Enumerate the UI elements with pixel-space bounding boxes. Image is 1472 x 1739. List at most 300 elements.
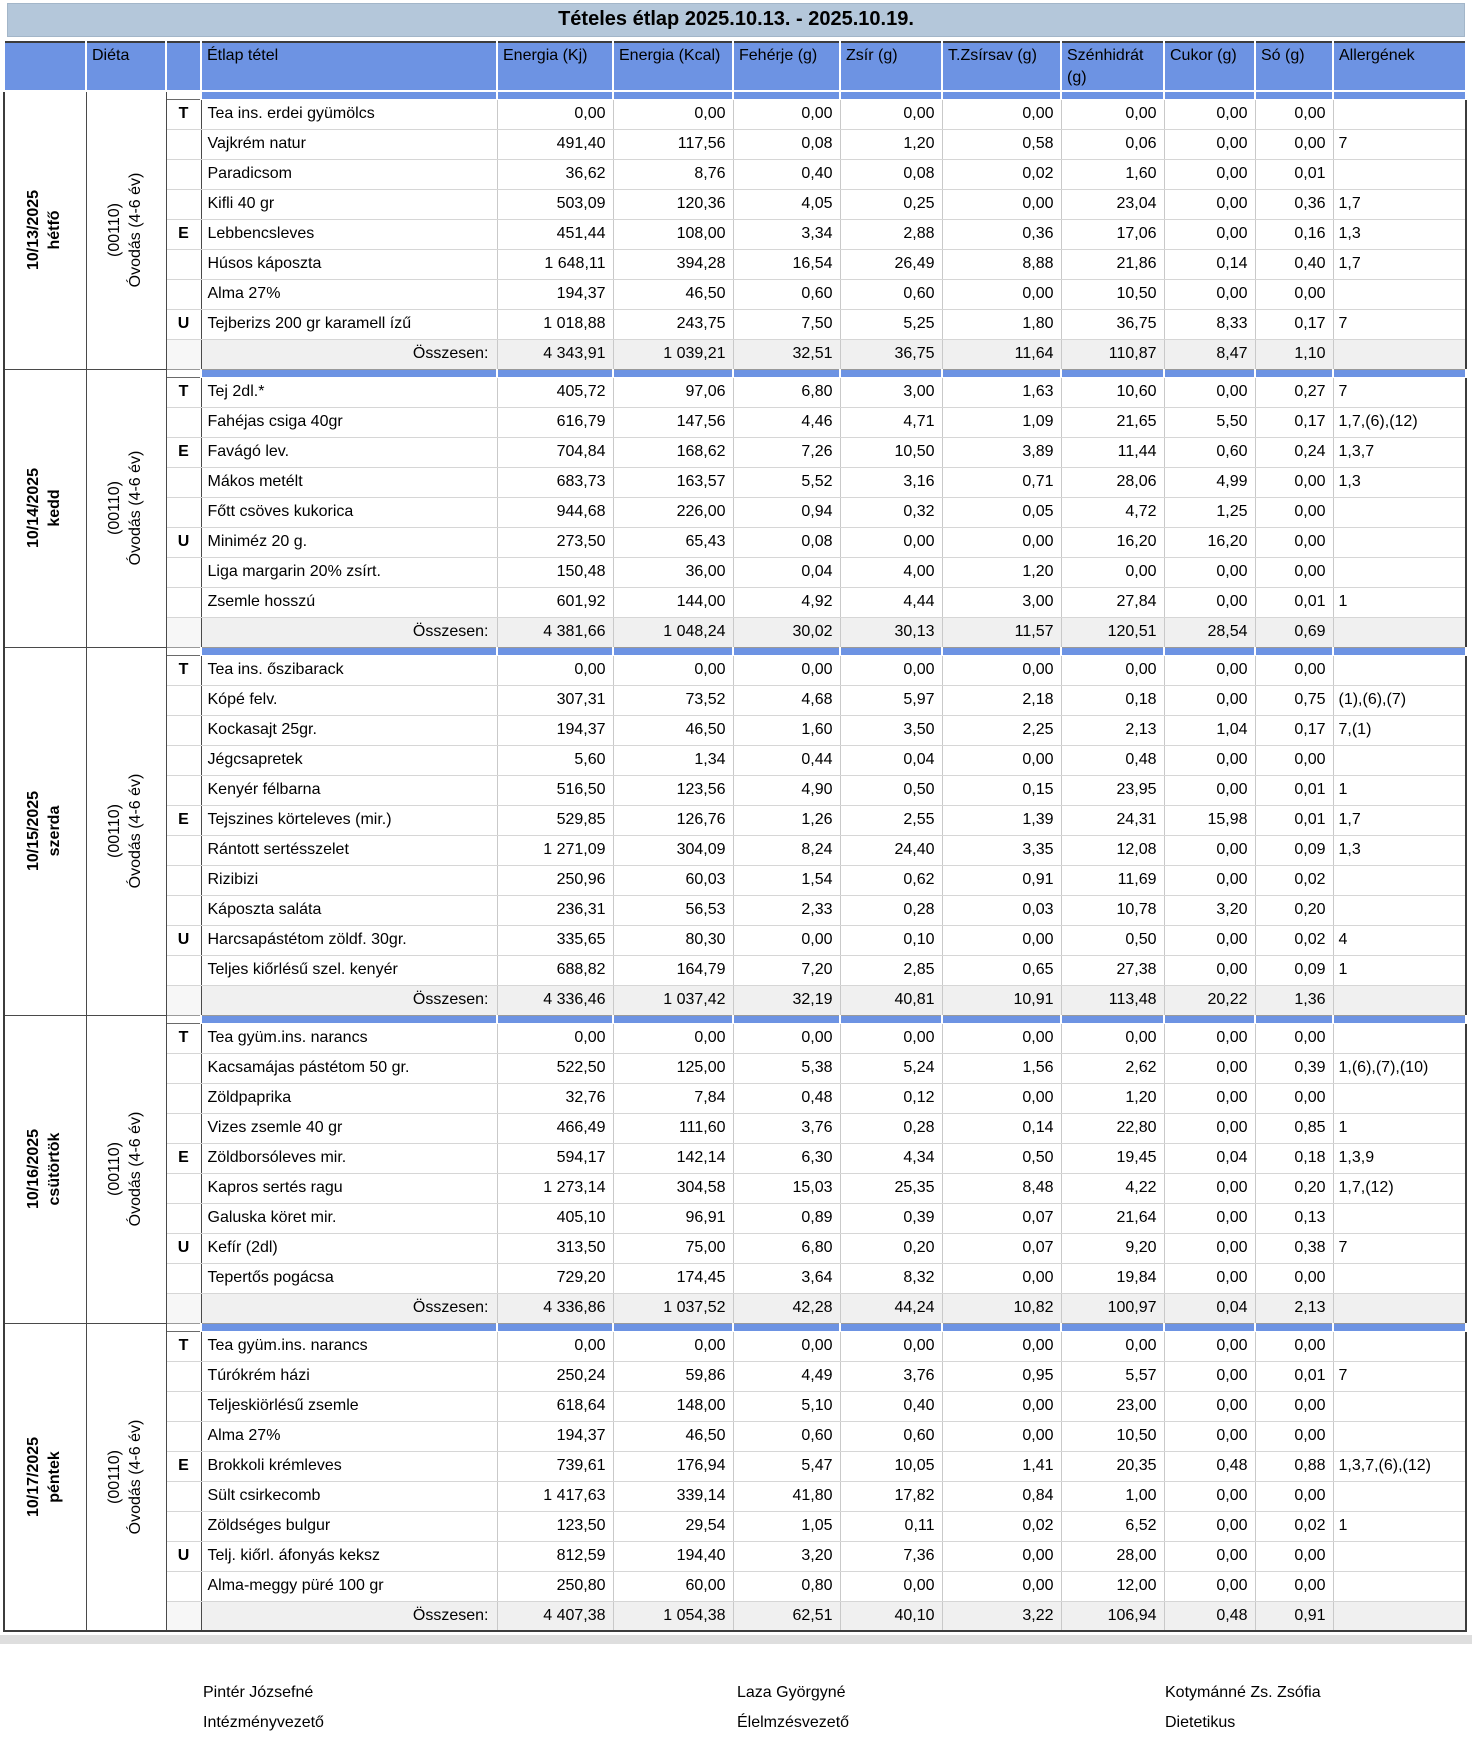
meal-letter: E xyxy=(166,1451,201,1481)
nutrient-value: 0,13 xyxy=(1255,1203,1333,1233)
allergen-codes xyxy=(1333,1481,1466,1511)
nutrient-value: 5,57 xyxy=(1061,1361,1164,1391)
nutrient-value: 0,14 xyxy=(942,1113,1061,1143)
total-value: 106,94 xyxy=(1061,1601,1164,1631)
nutrient-value: 1,56 xyxy=(942,1053,1061,1083)
nutrient-value: 36,75 xyxy=(1061,309,1164,339)
band-segment xyxy=(1061,91,1164,99)
day-date: 10/14/2025 xyxy=(25,468,43,549)
menu-report-page xyxy=(0,3,1472,1732)
nutrient-value: 111,60 xyxy=(613,1113,733,1143)
nutrient-value: 601,92 xyxy=(497,587,613,617)
band-segment xyxy=(942,647,1061,655)
menu-item-name: Zöldborsóleves mir. xyxy=(201,1143,497,1173)
day-date-cell xyxy=(4,91,86,369)
nutrient-value: 0,24 xyxy=(1255,437,1333,467)
nutrient-value: 0,36 xyxy=(942,219,1061,249)
nutrient-value: 56,53 xyxy=(613,895,733,925)
nutrient-value: 0,00 xyxy=(1164,159,1255,189)
nutrient-value: 0,00 xyxy=(840,1571,942,1601)
band-segment xyxy=(613,91,733,99)
menu-item-name: Zsemle hosszú xyxy=(201,587,497,617)
nutrient-value: 0,15 xyxy=(942,775,1061,805)
diet-group: Óvodás (4-6 év) xyxy=(127,1111,144,1227)
nutrient-value: 304,09 xyxy=(613,835,733,865)
nutrient-value: 0,00 xyxy=(1164,775,1255,805)
header-date-blank xyxy=(4,42,86,91)
nutrient-value: 0,00 xyxy=(1255,467,1333,497)
nutrient-value: 21,65 xyxy=(1061,407,1164,437)
day-date: 10/17/2025 xyxy=(25,1436,43,1517)
meal-col-spacer xyxy=(166,985,201,1015)
nutrient-value: 0,48 xyxy=(1061,745,1164,775)
diet-cell xyxy=(86,1323,166,1631)
nutrient-value: 23,00 xyxy=(1061,1391,1164,1421)
nutrient-value: 0,00 xyxy=(1164,1511,1255,1541)
diet-rotated xyxy=(105,173,147,288)
nutrient-value: 0,85 xyxy=(1255,1113,1333,1143)
nutrient-value: 0,00 xyxy=(942,745,1061,775)
band-segment xyxy=(840,91,942,99)
menu-item-row xyxy=(4,1571,1466,1601)
menu-item-name: Rántott sertésszelet xyxy=(201,835,497,865)
menu-item-row xyxy=(4,249,1466,279)
total-value: 1 054,38 xyxy=(613,1601,733,1631)
menu-item-row xyxy=(4,557,1466,587)
nutrient-value: 0,00 xyxy=(613,1331,733,1361)
allergen-codes: 1,3,7,(6),(12) xyxy=(1333,1451,1466,1481)
meal-letter xyxy=(166,1173,201,1203)
day-date: 10/16/2025 xyxy=(25,1129,43,1210)
menu-item-row xyxy=(4,437,1466,467)
meal-letter: E xyxy=(166,1143,201,1173)
nutrient-value: 812,59 xyxy=(497,1541,613,1571)
menu-item-name: Főtt csöves kukorica xyxy=(201,497,497,527)
nutrient-value: 10,05 xyxy=(840,1451,942,1481)
menu-item-name: Tej 2dl.* xyxy=(201,377,497,407)
menu-item-row xyxy=(4,1023,1466,1053)
allergen-codes: 1,7 xyxy=(1333,249,1466,279)
nutrient-value: 1,09 xyxy=(942,407,1061,437)
meal-letter xyxy=(166,497,201,527)
nutrient-value: 21,64 xyxy=(1061,1203,1164,1233)
nutrient-value: 0,01 xyxy=(1255,587,1333,617)
nutrient-value: 0,36 xyxy=(1255,189,1333,219)
nutrient-value: 5,52 xyxy=(733,467,840,497)
nutrient-value: 304,58 xyxy=(613,1173,733,1203)
nutrient-value: 0,00 xyxy=(1255,129,1333,159)
nutrient-value: 0,00 xyxy=(942,1023,1061,1053)
nutrient-value: 0,60 xyxy=(840,1421,942,1451)
nutrient-value: 1,20 xyxy=(942,557,1061,587)
menu-item-row xyxy=(4,1511,1466,1541)
total-value: 32,51 xyxy=(733,339,840,369)
nutrient-value: 0,00 xyxy=(1164,189,1255,219)
nutrient-value: 0,00 xyxy=(1255,655,1333,685)
nutrient-value: 10,50 xyxy=(1061,1421,1164,1451)
nutrient-value: 0,00 xyxy=(1164,219,1255,249)
nutrient-value: 0,02 xyxy=(942,1511,1061,1541)
day-separator-band xyxy=(4,1015,1466,1023)
nutrient-value: 2,25 xyxy=(942,715,1061,745)
nutrient-value: 0,00 xyxy=(942,655,1061,685)
meal-letter xyxy=(166,865,201,895)
menu-item-name: Tejszines körteleves (mir.) xyxy=(201,805,497,835)
nutrient-value: 194,37 xyxy=(497,279,613,309)
nutrient-value: 618,64 xyxy=(497,1391,613,1421)
total-value: 4 336,86 xyxy=(497,1293,613,1323)
nutrient-value: 250,80 xyxy=(497,1571,613,1601)
diet-group: Óvodás (4-6 év) xyxy=(127,173,144,288)
nutrient-value: 0,00 xyxy=(1164,835,1255,865)
day-weekday: kedd xyxy=(46,489,64,527)
nutrient-value: 0,38 xyxy=(1255,1233,1333,1263)
nutrient-value: 0,07 xyxy=(942,1203,1061,1233)
nutrient-value: 7,50 xyxy=(733,309,840,339)
total-value: 62,51 xyxy=(733,1601,840,1631)
nutrient-value: 226,00 xyxy=(613,497,733,527)
total-value: 1 048,24 xyxy=(613,617,733,647)
nutrient-value: 236,31 xyxy=(497,895,613,925)
menu-item-name: Harcsapástétom zöldf. 30gr. xyxy=(201,925,497,955)
total-label: Összesen: xyxy=(201,1293,497,1323)
meal-letter xyxy=(166,1511,201,1541)
menu-item-name: Tepertős pogácsa xyxy=(201,1263,497,1293)
nutrient-value: 11,44 xyxy=(1061,437,1164,467)
band-segment xyxy=(1061,369,1164,377)
nutrient-value: 123,50 xyxy=(497,1511,613,1541)
meal-col-spacer xyxy=(166,1323,201,1331)
total-label: Összesen: xyxy=(201,985,497,1015)
meal-letter xyxy=(166,955,201,985)
nutrient-value: 0,48 xyxy=(733,1083,840,1113)
nutrient-value: 1 648,11 xyxy=(497,249,613,279)
band-segment xyxy=(1255,369,1333,377)
nutrient-value: 10,78 xyxy=(1061,895,1164,925)
nutrient-value: 36,00 xyxy=(613,557,733,587)
total-label: Összesen: xyxy=(201,617,497,647)
nutrient-value: 2,13 xyxy=(1061,715,1164,745)
signatory-name: Laza Györgyné xyxy=(737,1684,846,1702)
nutrient-value: 3,64 xyxy=(733,1263,840,1293)
nutrient-value: 313,50 xyxy=(497,1233,613,1263)
band-segment xyxy=(840,647,942,655)
band-segment xyxy=(1255,1015,1333,1023)
nutrient-value: 0,00 xyxy=(1164,865,1255,895)
nutrient-value: 176,94 xyxy=(613,1451,733,1481)
allergen-codes: 1,7,(6),(12) xyxy=(1333,407,1466,437)
band-segment xyxy=(1164,91,1255,99)
nutrient-value: 0,00 xyxy=(942,189,1061,219)
allergen-codes: 1 xyxy=(1333,955,1466,985)
nutrient-value: 0,00 xyxy=(840,99,942,129)
band-segment xyxy=(733,647,840,655)
nutrient-value: 729,20 xyxy=(497,1263,613,1293)
allergen-codes: (1),(6),(7) xyxy=(1333,685,1466,715)
nutrient-value: 194,40 xyxy=(613,1541,733,1571)
nutrient-value: 194,37 xyxy=(497,715,613,745)
nutrient-value: 451,44 xyxy=(497,219,613,249)
nutrient-value: 0,00 xyxy=(733,655,840,685)
total-value: 3,22 xyxy=(942,1601,1061,1631)
nutrient-value: 3,00 xyxy=(840,377,942,407)
nutrient-value: 3,20 xyxy=(733,1541,840,1571)
allergen-codes: 1 xyxy=(1333,775,1466,805)
nutrient-value: 0,00 xyxy=(1164,1203,1255,1233)
allergen-empty xyxy=(1333,1601,1466,1631)
allergen-codes xyxy=(1333,527,1466,557)
nutrient-value: 126,76 xyxy=(613,805,733,835)
diet-cell xyxy=(86,1015,166,1323)
menu-item-row xyxy=(4,1451,1466,1481)
nutrient-value: 75,00 xyxy=(613,1233,733,1263)
meal-letter xyxy=(166,279,201,309)
nutrient-value: 0,00 xyxy=(1255,1481,1333,1511)
menu-item-row xyxy=(4,925,1466,955)
menu-item-row xyxy=(4,835,1466,865)
diet-code: (00110) xyxy=(106,203,124,258)
total-value: 120,51 xyxy=(1061,617,1164,647)
day-total-row xyxy=(4,617,1466,647)
total-value: 28,54 xyxy=(1164,617,1255,647)
meal-letter xyxy=(166,1113,201,1143)
nutrient-value: 0,00 xyxy=(1255,497,1333,527)
nutrient-value: 0,01 xyxy=(1255,1361,1333,1391)
nutrient-value: 19,84 xyxy=(1061,1263,1164,1293)
meal-letter xyxy=(166,685,201,715)
nutrient-value: 0,05 xyxy=(942,497,1061,527)
day-total-row xyxy=(4,985,1466,1015)
diet-cell xyxy=(86,369,166,647)
nutrient-value: 5,97 xyxy=(840,685,942,715)
nutrient-value: 0,00 xyxy=(1255,99,1333,129)
nutrient-value: 5,10 xyxy=(733,1391,840,1421)
nutrient-value: 2,62 xyxy=(1061,1053,1164,1083)
nutrient-value: 0,39 xyxy=(1255,1053,1333,1083)
nutrient-value: 0,50 xyxy=(840,775,942,805)
nutrient-value: 0,20 xyxy=(840,1233,942,1263)
header-zsir: Zsír (g) xyxy=(840,42,942,91)
nutrient-value: 0,28 xyxy=(840,1113,942,1143)
allergen-empty xyxy=(1333,1293,1466,1323)
nutrient-value: 0,00 xyxy=(1164,1023,1255,1053)
meal-letter: T xyxy=(166,1331,201,1361)
allergen-codes: 1,7 xyxy=(1333,189,1466,219)
menu-item-name: Tea gyüm.ins. narancs xyxy=(201,1331,497,1361)
diet-group: Óvodás (4-6 év) xyxy=(127,1419,144,1535)
menu-item-name: Mákos metélt xyxy=(201,467,497,497)
nutrient-value: 0,02 xyxy=(1255,1511,1333,1541)
nutrient-value: 28,00 xyxy=(1061,1541,1164,1571)
nutrient-value: 522,50 xyxy=(497,1053,613,1083)
nutrient-value: 704,84 xyxy=(497,437,613,467)
nutrient-value: 0,00 xyxy=(942,925,1061,955)
nutrient-value: 28,06 xyxy=(1061,467,1164,497)
band-segment xyxy=(613,369,733,377)
nutrient-value: 4,71 xyxy=(840,407,942,437)
nutrient-value: 5,47 xyxy=(733,1451,840,1481)
menu-item-name: Sült csirkecomb xyxy=(201,1481,497,1511)
nutrient-value: 3,89 xyxy=(942,437,1061,467)
nutrient-value: 0,60 xyxy=(1164,437,1255,467)
nutrient-value: 0,00 xyxy=(840,1331,942,1361)
meal-letter xyxy=(166,745,201,775)
total-value: 30,02 xyxy=(733,617,840,647)
meal-letter xyxy=(166,835,201,865)
nutrient-value: 1,05 xyxy=(733,1511,840,1541)
nutrient-value: 0,00 xyxy=(1255,1421,1333,1451)
nutrient-value: 1,80 xyxy=(942,309,1061,339)
nutrient-value: 22,80 xyxy=(1061,1113,1164,1143)
allergen-codes: 1,3,9 xyxy=(1333,1143,1466,1173)
nutrient-value: 0,00 xyxy=(1061,557,1164,587)
signatory-name: Kotymánné Zs. Zsófia xyxy=(1165,1684,1321,1702)
total-value: 1 039,21 xyxy=(613,339,733,369)
menu-item-name: Túrókrém házi xyxy=(201,1361,497,1391)
nutrient-value: 1,25 xyxy=(1164,497,1255,527)
total-value: 11,57 xyxy=(942,617,1061,647)
nutrient-value: 250,24 xyxy=(497,1361,613,1391)
nutrient-value: 0,04 xyxy=(840,745,942,775)
day-date-rotated xyxy=(24,1129,66,1209)
nutrient-value: 144,00 xyxy=(613,587,733,617)
day-date: 10/15/2025 xyxy=(25,791,43,872)
allergen-codes xyxy=(1333,1421,1466,1451)
nutrient-value: 96,91 xyxy=(613,1203,733,1233)
nutrient-value: 0,18 xyxy=(1255,1143,1333,1173)
band-segment xyxy=(1255,1323,1333,1331)
nutrient-value: 0,00 xyxy=(1164,925,1255,955)
band-segment xyxy=(942,369,1061,377)
nutrient-value: 41,80 xyxy=(733,1481,840,1511)
nutrient-value: 1,54 xyxy=(733,865,840,895)
nutrient-value: 0,60 xyxy=(840,279,942,309)
signature-footer xyxy=(0,1644,1472,1739)
total-value: 10,91 xyxy=(942,985,1061,1015)
nutrient-value: 123,56 xyxy=(613,775,733,805)
menu-item-row xyxy=(4,1541,1466,1571)
meal-col-spacer xyxy=(166,1293,201,1323)
nutrient-value: 4,00 xyxy=(840,557,942,587)
nutrient-value: 60,03 xyxy=(613,865,733,895)
nutrient-value: 150,48 xyxy=(497,557,613,587)
menu-item-name: Kapros sertés ragu xyxy=(201,1173,497,1203)
menu-item-row xyxy=(4,309,1466,339)
nutrient-value: 8,76 xyxy=(613,159,733,189)
diet-rotated xyxy=(105,451,147,566)
band-segment xyxy=(201,1015,497,1023)
nutrient-value: 148,00 xyxy=(613,1391,733,1421)
menu-item-row xyxy=(4,467,1466,497)
menu-item-name: Alma 27% xyxy=(201,279,497,309)
menu-item-row xyxy=(4,715,1466,745)
band-segment xyxy=(1333,1015,1466,1023)
menu-item-name: Káposzta saláta xyxy=(201,895,497,925)
day-separator-band xyxy=(4,369,1466,377)
nutrient-value: 4,49 xyxy=(733,1361,840,1391)
nutrient-value: 0,00 xyxy=(942,1083,1061,1113)
menu-item-row xyxy=(4,865,1466,895)
nutrient-value: 1 271,09 xyxy=(497,835,613,865)
nutrient-value: 4,44 xyxy=(840,587,942,617)
nutrient-value: 6,80 xyxy=(733,1233,840,1263)
nutrient-value: 0,02 xyxy=(1255,925,1333,955)
nutrient-value: 0,00 xyxy=(1061,99,1164,129)
meal-letter xyxy=(166,1053,201,1083)
menu-item-row xyxy=(4,99,1466,129)
nutrient-value: 1,20 xyxy=(840,129,942,159)
total-value: 113,48 xyxy=(1061,985,1164,1015)
menu-item-row xyxy=(4,1331,1466,1361)
menu-item-name: Tejberizs 200 gr karamell ízű xyxy=(201,309,497,339)
band-segment xyxy=(733,91,840,99)
band-segment xyxy=(1333,1323,1466,1331)
total-value: 36,75 xyxy=(840,339,942,369)
menu-item-name: Lebbencsleves xyxy=(201,219,497,249)
nutrient-value: 8,33 xyxy=(1164,309,1255,339)
nutrient-value: 46,50 xyxy=(613,715,733,745)
menu-item-name: Fahéjas csiga 40gr xyxy=(201,407,497,437)
menu-item-name: Alma-meggy püré 100 gr xyxy=(201,1571,497,1601)
total-value: 0,91 xyxy=(1255,1601,1333,1631)
diet-code: (00110) xyxy=(106,1142,124,1197)
meal-col-spacer xyxy=(166,91,201,99)
nutrient-value: 163,57 xyxy=(613,467,733,497)
meal-letter: E xyxy=(166,219,201,249)
total-value: 100,97 xyxy=(1061,1293,1164,1323)
nutrient-value: 466,49 xyxy=(497,1113,613,1143)
header-dieta: Diéta xyxy=(86,42,166,91)
diet-rotated xyxy=(105,774,147,889)
nutrient-value: 0,00 xyxy=(1255,1263,1333,1293)
nutrient-value: 405,72 xyxy=(497,377,613,407)
day-separator-band xyxy=(4,647,1466,655)
meal-letter xyxy=(166,189,201,219)
allergen-codes: 4 xyxy=(1333,925,1466,955)
header-feherje: Fehérje (g) xyxy=(733,42,840,91)
menu-item-row xyxy=(4,189,1466,219)
nutrient-value: 15,03 xyxy=(733,1173,840,1203)
nutrient-value: 0,00 xyxy=(942,1263,1061,1293)
meal-col-spacer xyxy=(166,647,201,655)
nutrient-value: 80,30 xyxy=(613,925,733,955)
day-date-cell xyxy=(4,1323,86,1631)
total-value: 11,64 xyxy=(942,339,1061,369)
nutrient-value: 307,31 xyxy=(497,685,613,715)
nutrient-value: 0,89 xyxy=(733,1203,840,1233)
allergen-codes: 7 xyxy=(1333,129,1466,159)
allergen-codes: 1,3 xyxy=(1333,467,1466,497)
nutrient-value: 147,56 xyxy=(613,407,733,437)
menu-item-name: Húsos káposzta xyxy=(201,249,497,279)
meal-letter xyxy=(166,129,201,159)
day-date-rotated xyxy=(24,468,66,548)
nutrient-value: 4,68 xyxy=(733,685,840,715)
nutrient-value: 46,50 xyxy=(613,279,733,309)
band-segment xyxy=(1061,1323,1164,1331)
day-date: 10/13/2025 xyxy=(25,190,43,271)
nutrient-value: 0,00 xyxy=(613,655,733,685)
nutrient-value: 59,86 xyxy=(613,1361,733,1391)
menu-item-name: Telj. kiőrl. áfonyás keksz xyxy=(201,1541,497,1571)
nutrient-value: 0,00 xyxy=(1164,745,1255,775)
nutrient-value: 0,25 xyxy=(840,189,942,219)
nutrient-value: 3,00 xyxy=(942,587,1061,617)
nutrient-value: 16,54 xyxy=(733,249,840,279)
total-value: 8,47 xyxy=(1164,339,1255,369)
menu-table xyxy=(3,41,1467,1632)
allergen-codes xyxy=(1333,1391,1466,1421)
